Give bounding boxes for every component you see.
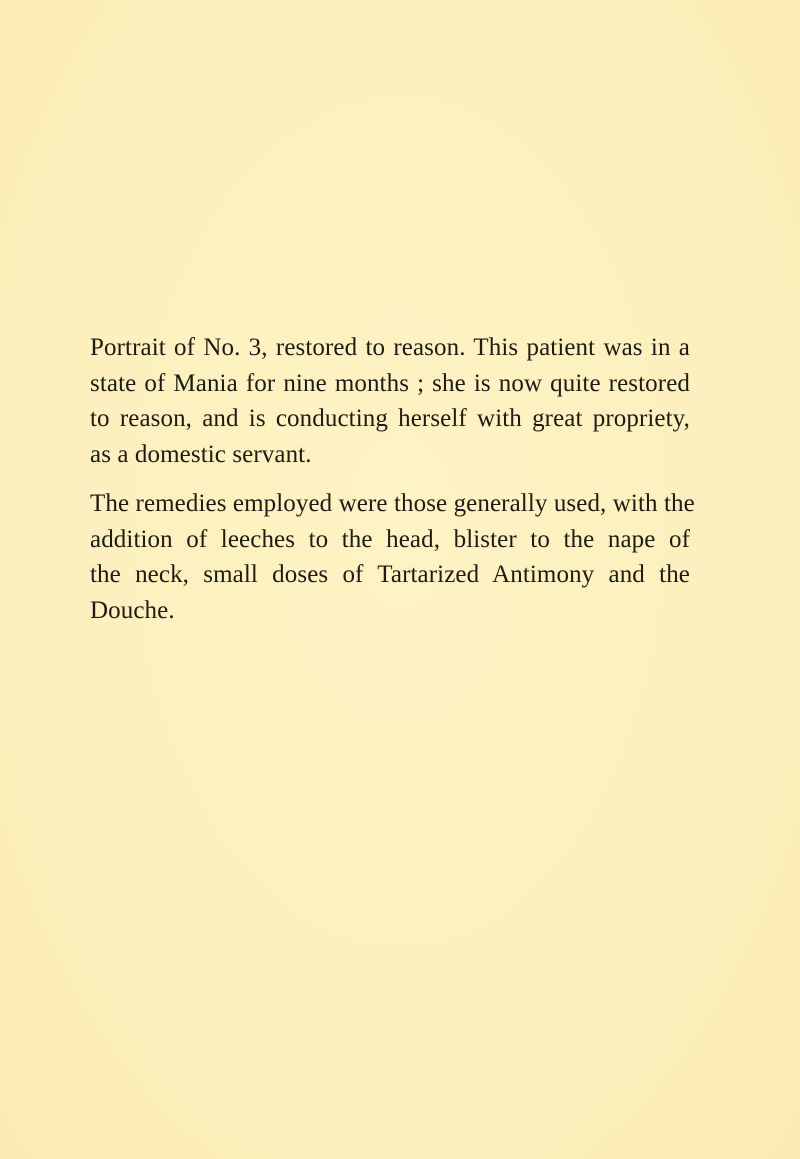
caption-text	[90, 330, 695, 642]
text-line: as a domestic servant.	[90, 440, 312, 468]
paragraph-portrait-description	[90, 330, 690, 472]
text-line: addition of leeches to the head, blister to the nape of	[90, 525, 690, 553]
text-line: Douche.	[90, 596, 175, 624]
text-line: The remedies employed were those generally used, with the	[90, 490, 695, 517]
text-line: the neck, small doses of Tartarized Antimony and the	[90, 561, 690, 588]
text-line: Portrait of No. 3, restored to reason. This patient was in a	[90, 334, 690, 361]
text-line: to reason, and is conducting herself with great propriety,	[90, 405, 690, 432]
text-line: state of Mania for nine months ; she is now quite restored	[90, 369, 690, 397]
paragraph-remedies	[90, 486, 695, 628]
